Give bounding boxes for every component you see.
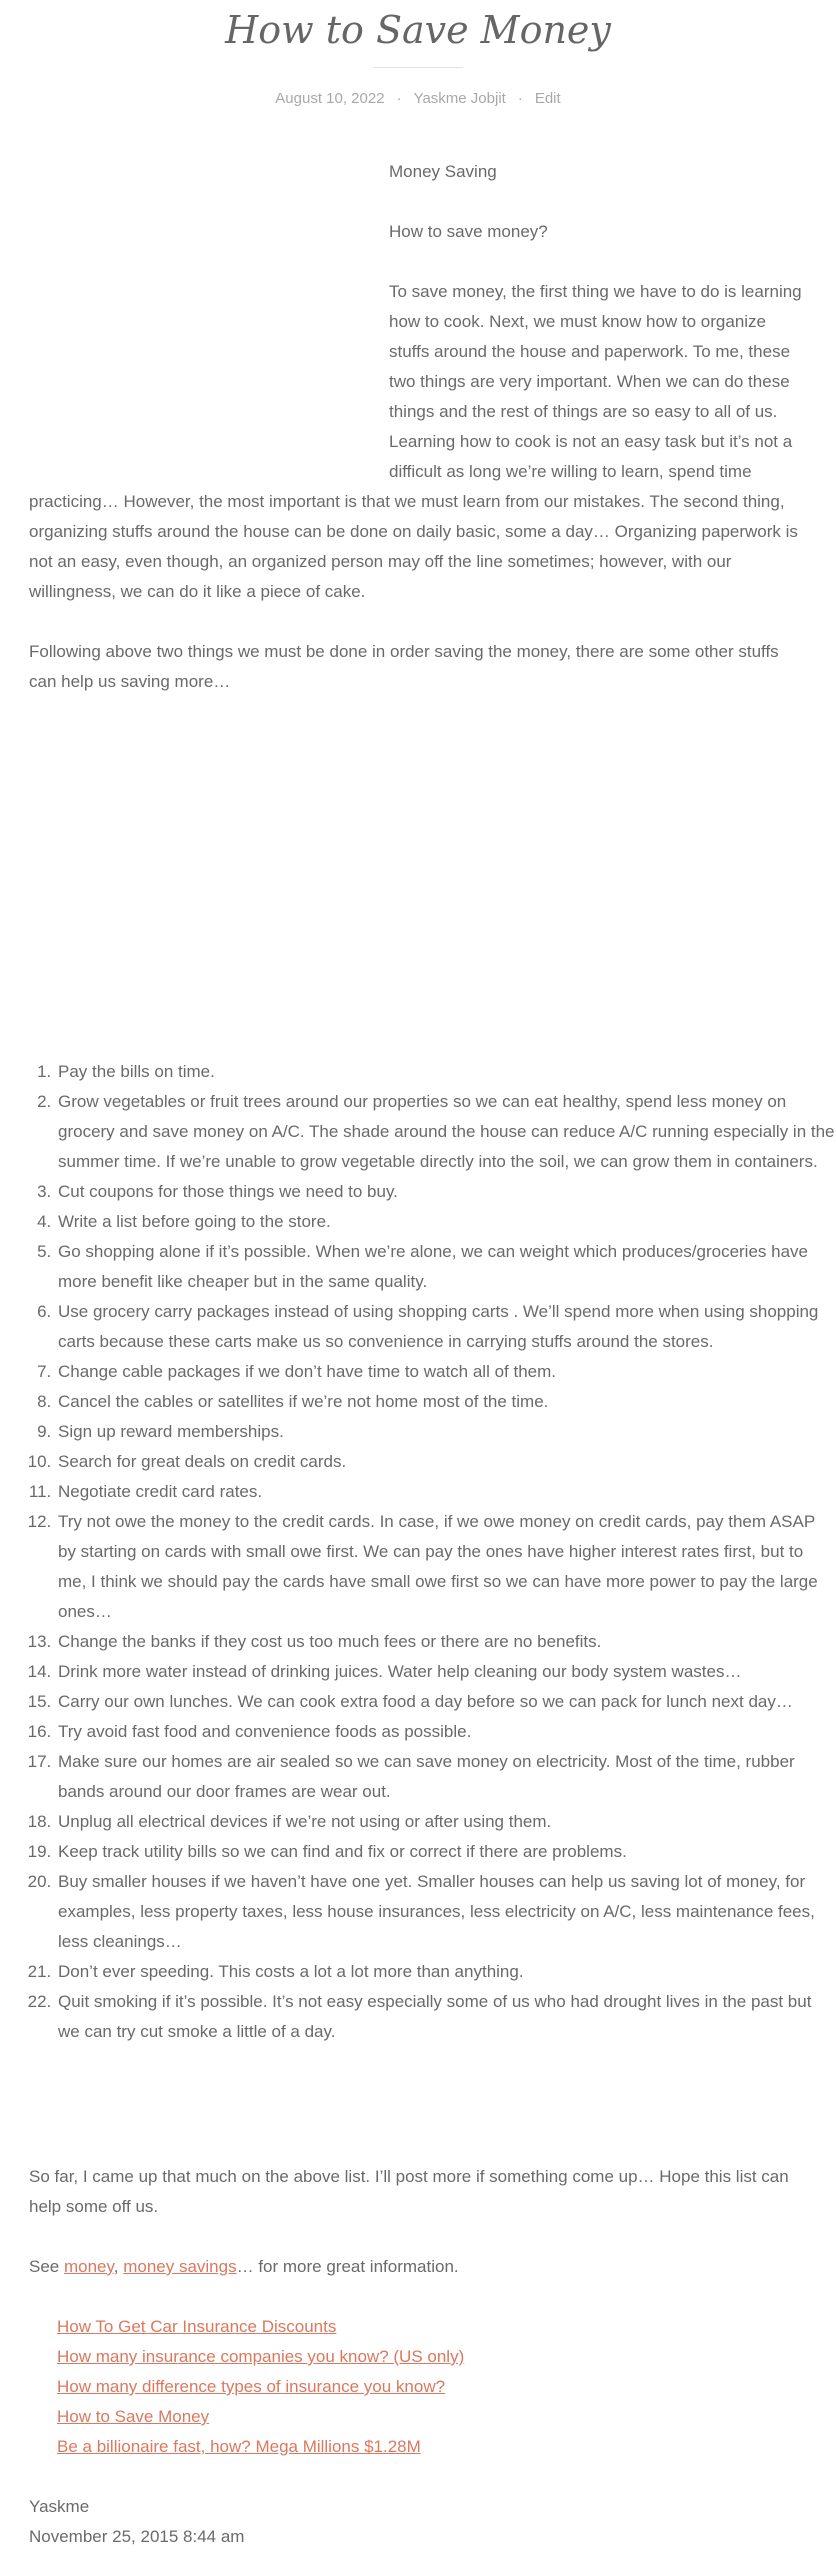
list-item: 21. Don’t ever speeding. This costs a lot a lot more than anything.	[56, 1957, 836, 1987]
list-item	[57, 2342, 807, 2372]
related-link[interactable]: How many difference types of insurance you know?	[57, 2377, 446, 2396]
list-item: 20. Buy smaller houses if we haven’t have one yet. Smaller houses can help us saving lot of money, for examples, less property taxes, less house insurances, less electricity on A/C, less maintenance fees, less cleanings…	[56, 1867, 836, 1957]
post-title: How to Save Money	[225, 8, 611, 52]
related-link[interactable]: How To Get Car Insurance Discounts	[57, 2317, 337, 2336]
signature-date: November 25, 2015 8:44 am	[29, 2527, 245, 2546]
list-item: 8. Cancel the cables or satellites if we’re not home most of the time.	[56, 1387, 836, 1417]
related-link[interactable]: Be a billionaire fast, how? Mega Millions $1.28M	[57, 2437, 421, 2456]
list-item: 16. Try avoid fast food and convenience foods as possible.	[56, 1717, 836, 1747]
see-suffix: … for more great information.	[236, 2257, 459, 2276]
related-link[interactable]: How many insurance companies you know? (US only)	[57, 2347, 465, 2366]
list-item: 14. Drink more water instead of drinking juices. Water help cleaning our body system wastes…	[56, 1657, 836, 1687]
list-item: 9. Sign up reward memberships.	[56, 1417, 836, 1447]
post-closing	[29, 2162, 807, 2552]
list-item: 12. Try not owe the money to the credit cards. In case, if we owe money on credit cards, pay them ASAP by starting on cards with small owe first. We can pay the ones have higher interest rates first, but to me, I think we should pay the cards have small owe first so we can have more power to pay the large ones…	[56, 1507, 836, 1627]
list-item: 10. Search for great deals on credit cards.	[56, 1447, 836, 1477]
post-meta	[0, 87, 836, 111]
list-item: 22. Quit smoking if it’s possible. It’s not easy especially some of us who had drought lives in the past but we can try cut smoke a little of a day.	[56, 1987, 836, 2047]
tips-list	[29, 1057, 836, 2047]
paragraph-following: Following above two things we must be done in order saving the money, there are some other stuffs can help us saving more…	[29, 642, 779, 691]
related-links	[29, 2312, 807, 2462]
list-item: 3. Cut coupons for those things we need to buy.	[56, 1177, 836, 1207]
see-comma: ,	[113, 2257, 124, 2276]
paragraph-closing: So far, I came up that much on the above list. I’ll post more if something come up… Hope this list can help some off us.	[29, 2167, 789, 2216]
meta-separator: ·	[396, 90, 402, 107]
image-placeholder	[29, 157, 389, 482]
list-item: 2. Grow vegetables or fruit trees around our properties so we can eat healthy, spend less money on grocery and save money on A/C. The shade around the house can reduce A/C running especially in the summer time. If we’re unable to grow vegetable directly into the soil, we can grow them in containers.	[56, 1087, 836, 1177]
tag-link-money[interactable]: money	[63, 2257, 114, 2276]
list-item: 6. Use grocery carry packages instead of using shopping carts . We’ll spend more when using shopping carts because these carts make us so convenience in carrying stuffs around the stores.	[56, 1297, 836, 1357]
signature-name: Yaskme	[29, 2497, 90, 2516]
related-link[interactable]: How to Save Money	[57, 2407, 210, 2426]
meta-separator: ·	[517, 90, 523, 107]
list-item: 15. Carry our own lunches. We can cook extra food a day before so we can pack for lunch next day…	[56, 1687, 836, 1717]
list-item	[57, 2312, 807, 2342]
list-item	[57, 2402, 807, 2432]
edit-link[interactable]: Edit	[534, 90, 561, 107]
list-item: 11. Negotiate credit card rates.	[56, 1477, 836, 1507]
paragraph-intro: To save money, the first thing we have to do is learning how to cook. Next, we must know how to organize stuffs around the house and paperwork. To me, these two things are very important. When we can do these things and the rest of things are so easy to all of us. Learning how to cook is not an easy task but it’s not a difficult as long we’re willing to learn, spend time practicing… However, the most important is that we must learn from our mistakes. The second thing, organizing stuffs around the house can be done on daily basic, some a day… Organizing paperwork is not an easy, even though, an organized person may off the line sometimes; however, with our willingness, we can do it like a piece of cake.	[29, 282, 802, 601]
heading-money-saving: Money Saving	[389, 162, 497, 181]
list-item: 17. Make sure our homes are air sealed so we can save money on electricity. Most of the time, rubber bands around our door frames are wear out.	[56, 1747, 836, 1807]
tag-link-money-savings[interactable]: money savings	[123, 2257, 237, 2276]
list-item: 5. Go shopping alone if it’s possible. When we’re alone, we can weight which produces/groceries have more benefit like cheaper but in the same quality.	[56, 1237, 836, 1297]
list-item	[57, 2372, 807, 2402]
list-item: 18. Unplug all electrical devices if we’re not using or after using them.	[56, 1807, 836, 1837]
list-item: 13. Change the banks if they cost us too much fees or there are no benefits.	[56, 1627, 836, 1657]
title-divider	[373, 67, 463, 68]
list-item: 4. Write a list before going to the store.	[56, 1207, 836, 1237]
list-item	[57, 2432, 807, 2462]
post-intro	[29, 157, 807, 697]
post-author[interactable]: Yaskme Jobjit	[413, 90, 506, 107]
post-date[interactable]: August 10, 2022	[275, 90, 385, 107]
list-item: 7. Change cable packages if we don’t have time to watch all of them.	[56, 1357, 836, 1387]
see-prefix: See	[29, 2257, 64, 2276]
see-also-line	[29, 2252, 807, 2282]
list-item: 1. Pay the bills on time.	[56, 1057, 836, 1087]
heading-how-to-save: How to save money?	[389, 222, 548, 241]
list-item: 19. Keep track utility bills so we can find and fix or correct if there are problems.	[56, 1837, 836, 1867]
